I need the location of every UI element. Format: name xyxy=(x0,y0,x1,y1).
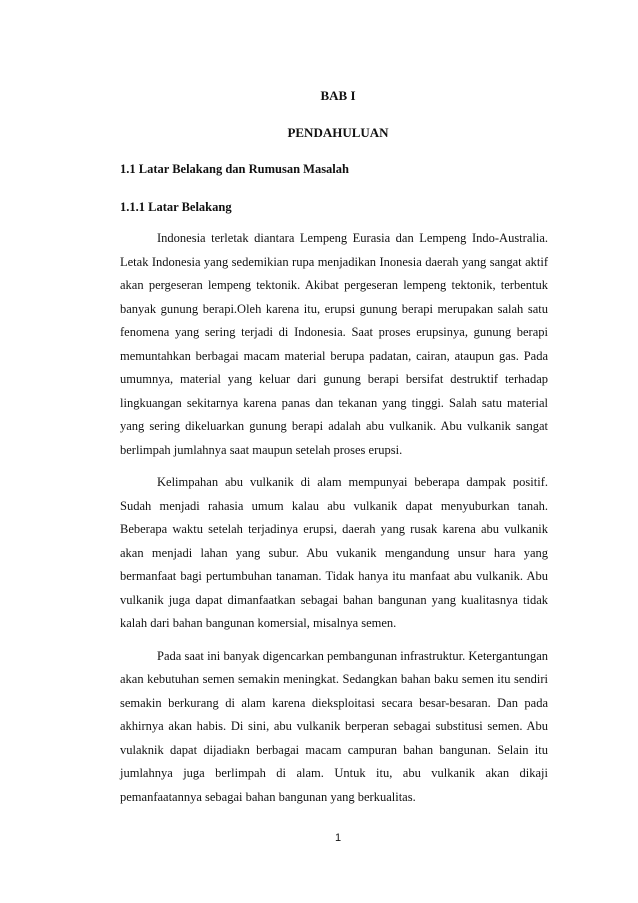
page-number: 1 xyxy=(334,832,342,844)
section-heading: 1.1 Latar Belakang dan Rumusan Masalah xyxy=(120,162,349,176)
paragraph: Kelimpahan abu vulkanik di alam mempunyai beberapa dampak positif. Sudah menjadi rahasia umum kalau abu vulkanik dapat menyuburkan tanah. Beberapa waktu setelah terjadinya erupsi, daerah yang rusak karena abu vulkanik akan menjadi lahan yang subur. Abu vukanik mengandung unsur hara yang bermanfaat bagi pertumbuhan tanaman. Tidak hanya itu manfaat abu vulkanik. Abu vulkanik juga dapat dimanfaatkan sebagai bahan bangunan yang kualitasnya tidak kalah dari bahan bangunan komersial, misalnya semen. xyxy=(120,475,548,630)
paragraph: Pada saat ini banyak digencarkan pembangunan infrastruktur. Ketergantungan akan kebutuhan semen semakin meningkat. Sedangkan bahan baku semen itu sendiri semakin berkurang di alam karena dieksploitasi secara besar-besaran. Dan pada akhirnya akan habis. Di sini, abu vulkanik berperan sebagai substitusi semen. Abu vulaknik dapat dijadiakn berbagai macam campuran bahan bangunan. Selain itu jumlahnya juga berlimpah di alam. Untuk itu, abu vulkanik akan dikaji pemanfaatannya sebagai bahan bangunan yang berkualitas. xyxy=(120,648,548,804)
body-text xyxy=(120,227,548,809)
paragraph: Indonesia terletak diantara Lempeng Eurasia dan Lempeng Indo-Australia. Letak Indonesia yang sedemikian rupa menjadikan Inonesia daerah yang sangat aktif akan pergeseran lempeng tektonik. Akibat pergeseran lempeng tektonik, terbentuk banyak gunung berapi.Oleh karena itu, erupsi gunung berapi merupakan salah satu fenomena yang sering terjadi di Indonesia. Saat proses erupsinya, gunung berapi memuntahkan berbagai macam material berupa padatan, cairan, ataupun gas. Pada umumnya, material yang keluar dari gunung berapi bersifat destruktif terhadap lingkuangan sekitarnya karena panas dan tekanan yang tinggi. Salah satu material yang sering dikeluarkan gunung berapi adalah abu vulkanik. Abu vulkanik sangat berlimpah jumlahnya saat maupun setelah proses erupsi. xyxy=(120,231,548,457)
subsection-heading: 1.1.1 Latar Belakang xyxy=(120,200,232,214)
chapter-number: BAB I xyxy=(320,88,356,103)
chapter-title: PENDAHULUAN xyxy=(287,125,389,140)
